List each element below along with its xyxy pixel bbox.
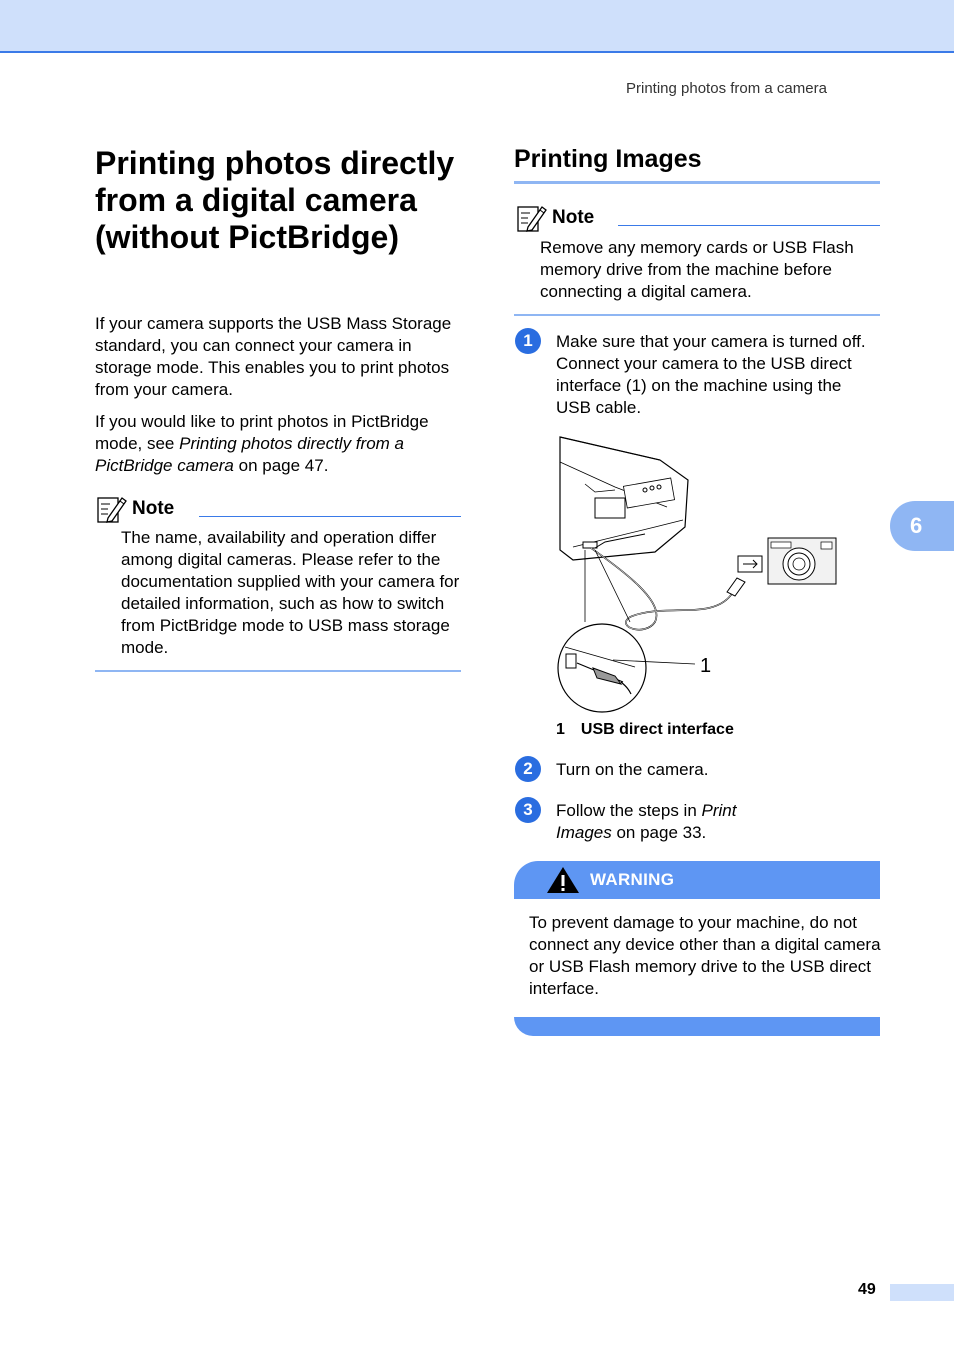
section-title: Printing Images (514, 145, 702, 173)
running-head: Printing photos from a camera (626, 80, 827, 97)
step-3-badge: 3 (515, 797, 541, 823)
step-3-text-before: Follow the steps in (556, 801, 702, 820)
pictbridge-text-after: on page 47. (233, 456, 329, 475)
page-title: Printing photos directly from a digital camera (without PictBridge) (95, 145, 455, 255)
usb-connection-illustration (555, 432, 845, 717)
note-end-rule-left (95, 670, 461, 672)
warning-footer-bar (514, 1017, 880, 1036)
top-header-band (0, 0, 954, 53)
pictbridge-paragraph (95, 411, 465, 477)
warning-text: To prevent damage to your machine, do not connect any device other than a digital camera or USB Flash memory drive to the USB direct interface. (529, 913, 881, 998)
note-text-right: Remove any memory cards or USB Flash memory drive from the machine before connecting a digital camera. (540, 238, 854, 301)
note-rule-right (618, 225, 880, 226)
figure-caption (556, 721, 734, 739)
warning-header (514, 861, 880, 899)
note-rule-left (199, 516, 461, 517)
caption-number: 1 (556, 721, 565, 738)
note-label-right: Note (552, 207, 595, 228)
figure-callout-1: 1 (700, 655, 712, 677)
page-number-tab (890, 1284, 954, 1301)
caption-text: USB direct interface (580, 721, 734, 738)
note-heading-right (516, 203, 594, 233)
step-2-badge: 2 (515, 756, 541, 782)
step-3-text (556, 800, 756, 844)
note-label-left: Note (132, 498, 175, 519)
step-2-text: Turn on the camera. (556, 760, 709, 779)
note-pencil-icon (516, 203, 548, 233)
page-number: 49 (858, 1281, 876, 1298)
step-1-badge: 1 (515, 328, 541, 354)
section-title-rule (514, 181, 880, 184)
chapter-number: 6 (910, 513, 923, 538)
step-1-text: Make sure that your camera is turned off. Connect your camera to the USB direct interface (1) on the machine using the USB cable. (556, 332, 866, 417)
warning-triangle-icon (546, 865, 580, 895)
warning-label: WARNING (590, 870, 675, 889)
pictbridge-text-before: If you would like to print photos in PictBridge mode, see (95, 412, 429, 453)
intro-paragraph: If your camera supports the USB Mass Storage standard, you can connect your camera in storage mode. This enables you to print photos from your camera. (95, 314, 452, 399)
pictbridge-link[interactable]: Printing photos directly from a PictBridge camera (95, 434, 404, 475)
chapter-tab (890, 501, 954, 551)
step-3-text-after: on page 33. (611, 823, 707, 842)
note-pencil-icon (96, 494, 128, 524)
note-text-left: The name, availability and operation differ among digital cameras. Please refer to the documentation supplied with your camera for detailed information, such as how to switch from PictBridge mode to USB mass storage mode. (121, 528, 460, 657)
note-end-rule-right (514, 314, 880, 316)
note-heading-left (96, 494, 174, 524)
print-images-link[interactable]: Print Images (556, 801, 737, 842)
